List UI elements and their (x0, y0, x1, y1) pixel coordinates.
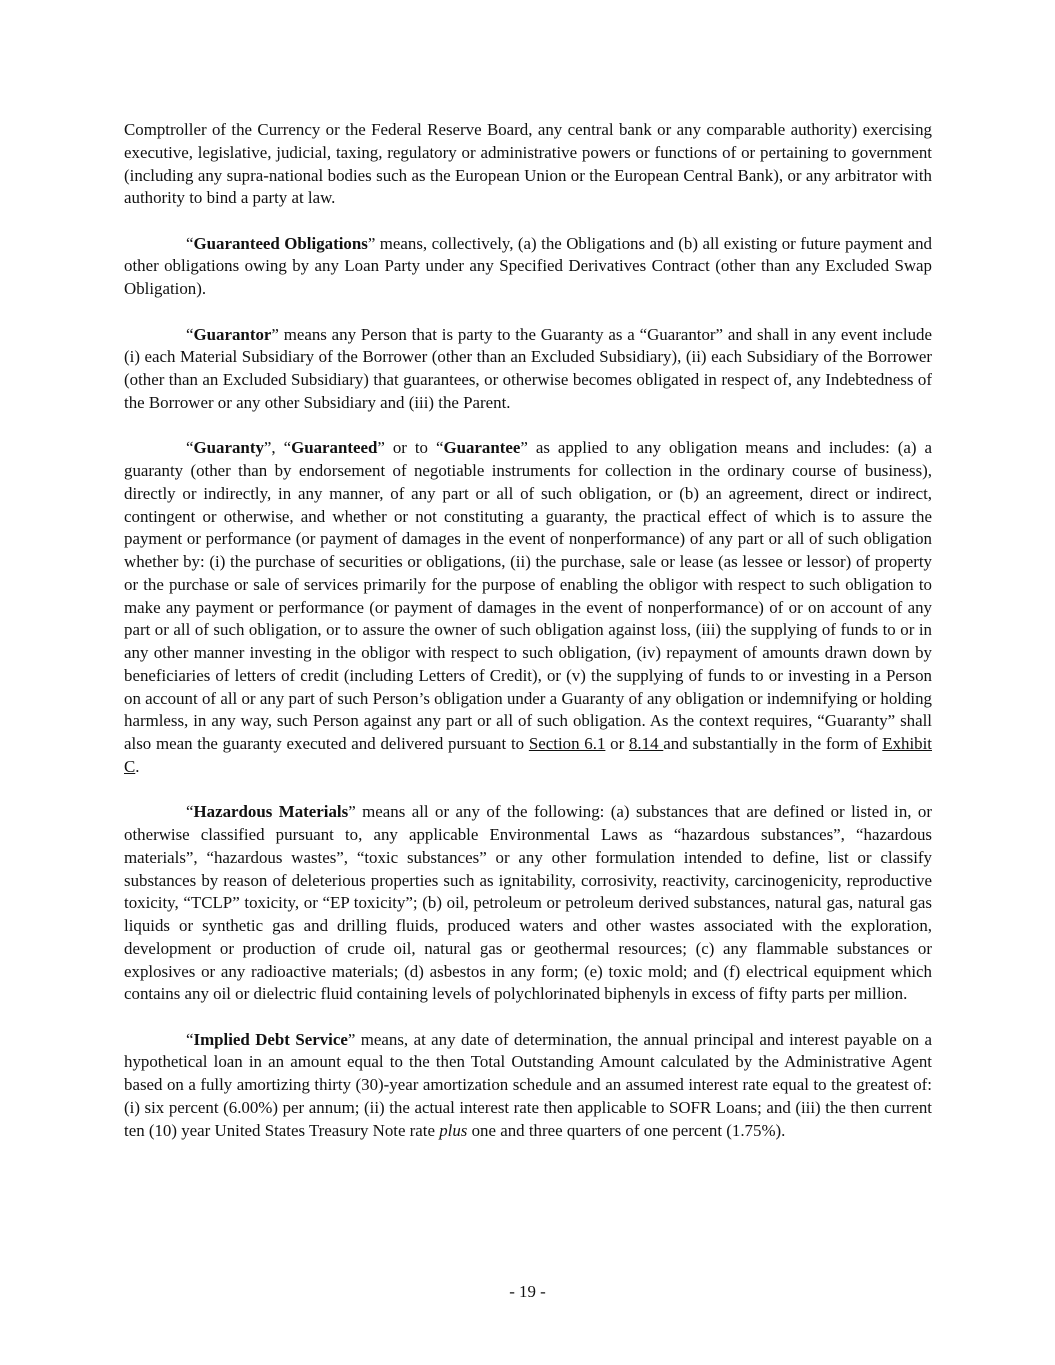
defined-term: Implied Debt Service (193, 1029, 348, 1049)
quote-mark: ” (520, 438, 528, 458)
quote-mark: ” (347, 1029, 356, 1049)
paragraph-governmental-authority-continuation (124, 119, 932, 210)
definition-text: means any Person that is party to the Guaranty as a “Guarantor” and shall in any event include (i) each Material Subsidiary of the Borrower (other than an Excluded Subsidiary), (ii) each Subsidiary of the Borrower (other than an Excluded Subsidiary) that guarantees, or otherwise becomes obligated in respect of, any Indebtedness of the Borrower or any other Subsidiary and (iii) the Parent. (124, 324, 932, 412)
definition-text: one and three quarters of one percent (1.75%). (467, 1120, 786, 1140)
quote-mark: “ (186, 438, 194, 458)
defined-term: Guarantee (443, 438, 521, 458)
definition-text: as applied to any obligation means and includes: (a) a guaranty (other than by endorsement of negotiable instruments for collection in the ordinary course of business), directly or indirectly, in any manner, of any part or all of such obligation, or (b) an agreement, direct or indirect, contingent or otherwise, and whether or not constituting a guaranty, the practical effect of which is to assure the payment or performance (or payment of damages in the event of nonperformance) of any part or all of such obligation whether by: (i) the purchase of securities or obligations, (ii) the purchase, sale or lease (as lessee or lessor) of property or the purchase or sale of services primarily for the purpose of enabling the obligor with respect to such obligation to make any payment or performance (or payment of damages in the event of nonperformance) of or on account of any part or all of such obligation, or to assure the owner of such obligation against loss, (iii) the supplying of funds to or in any other manner investing in the obligor with respect to such obligation, (iv) repayment of amounts drawn down by beneficiaries of letters of credit (including Letters of Credit), or (v) the supplying of funds to or investing in a Person on account of all or any part of such Person’s obligation under a Guaranty of any obligation or indemnifying or holding harmless, in any way, such Person against any part or all of such obligation. As the context requires, “Guaranty” shall also mean the guaranty executed and delivered pursuant to (124, 438, 932, 754)
quote-mark: ” (348, 802, 356, 822)
quote-mark: ” (271, 324, 279, 344)
definition-text: and substantially in the form of (663, 734, 883, 754)
paragraph-text: Comptroller of the Currency or the Federal Reserve Board, any central bank or any comparable authority) exercising executive, legislative, judicial, taxing, regulatory or administrative powers or functions of or pertaining to government (including any supra-national bodies such as the European Union or the European Central Bank), or any arbitrator with authority to bind a party at law. (124, 120, 932, 208)
quote-mark: “ (186, 1029, 194, 1049)
defined-term: Guaranty (193, 438, 264, 458)
term-separator: ” or to “ (377, 438, 444, 458)
defined-term: Hazardous Materials (193, 802, 349, 822)
definition-guaranty (124, 437, 932, 778)
definition-text: means, at any date of determination, the annual principal and interest payable on a hypothetical loan in an amount equal to the then Total Outstanding Amount calculated by the Administrative Agent based on a fully amortizing thirty (30)-year amortization schedule and an assumed interest rate equal to the greatest of: (i) six percent (6.00%) per annum; (ii) the actual interest rate then applicable to SOFR Loans; and (iii) the then current ten (10) year United States Treasury Note rate (124, 1029, 932, 1140)
definition-text: means, collectively, (a) the Obligations and (b) all existing or future payment and other obligations owing by any Loan Party under any Specified Derivatives Contract (other than any Excluded Swap Obligation). (124, 233, 932, 299)
quote-mark: “ (186, 802, 194, 822)
section-reference-link[interactable]: 8.14 (628, 734, 664, 754)
exhibit-reference-link[interactable]: Exhibit C (124, 734, 932, 776)
section-reference-link[interactable]: Section 6.1 (528, 734, 606, 754)
page-number: - 19 - (509, 1282, 546, 1301)
defined-term: Guaranteed Obligations (193, 233, 368, 253)
quote-mark: “ (186, 324, 194, 344)
definition-text: . (135, 756, 140, 776)
term-separator: ”, “ (263, 438, 292, 458)
definition-text: or (605, 734, 629, 754)
defined-term: Guaranteed (291, 438, 378, 458)
quote-mark: ” (367, 233, 376, 253)
definition-implied-debt-service (124, 1029, 932, 1143)
emphasized-word: plus (439, 1120, 468, 1140)
quote-mark: “ (186, 233, 194, 253)
definition-guaranteed-obligations (124, 233, 932, 301)
definition-hazardous-materials (124, 801, 932, 1006)
document-body (124, 119, 932, 1165)
definition-text: means all or any of the following: (a) substances that are defined or listed in, or otherwise classified pursuant to, any applicable Environmental Laws as “hazardous substances”, “hazardous materials”, “hazardous wastes”, “toxic substances” or any other formulation intended to define, list or classify substances by reason of deleterious properties such as ignitability, corrosivity, reactivity, carcinogenicity, reproductive toxicity, “TCLP” toxicity, or “EP toxicity”; (b) oil, petroleum or petroleum derived substances, natural gas, natural gas liquids or synthetic gas and drilling fluids, produced waters and other wastes associated with the exploration, development or production of crude oil, natural gas or geothermal resources; (c) any flammable substances or explosives or any radioactive materials; (d) asbestos in any form; (e) toxic mold; and (f) electrical equipment which contains any oil or dielectric fluid containing levels of polychlorinated biphenyls in excess of fifty parts per million. (124, 802, 932, 1004)
definition-guarantor (124, 324, 932, 415)
defined-term: Guarantor (193, 324, 272, 344)
